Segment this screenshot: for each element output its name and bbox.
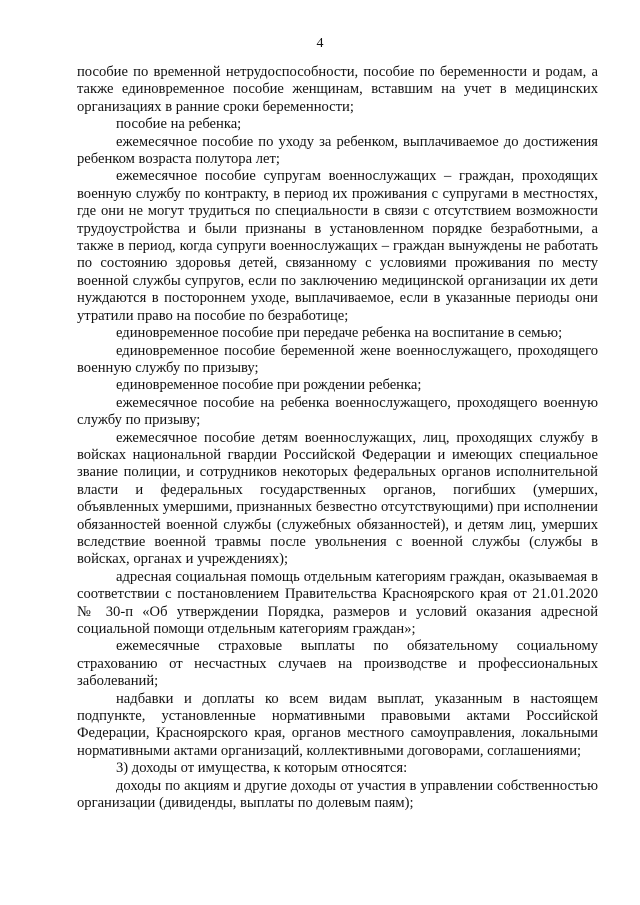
paragraph: пособие на ребенка;	[116, 116, 242, 133]
paragraph: адресная социальная помощь отдельным категориям граждан, оказываемая в соответствии с постановлением Правительства Красноярского края от 21.01.2020 № 30-п «Об утверждении Порядка, размеров и условий оказания адресной социальной помощи отдельным категориям граждан»;	[77, 568, 598, 637]
paragraph: единовременное пособие при рождении ребенка;	[116, 377, 422, 394]
paragraph: пособие по временной нетрудоспособности, пособие по беременности и родам, а также единовременное пособие женщинам, вставшим на учет в медицинских организациях в ранние сроки беременности;	[77, 64, 598, 115]
page-number: 4	[316, 36, 324, 51]
paragraph: единовременное пособие при передаче ребенка на воспитание в семью;	[116, 325, 563, 342]
paragraph: ежемесячное пособие детям военнослужащих, лиц, проходящих службу в войсках национальной гвардии Российской Федерации и имеющих специальное звание полиции, и сотрудников некоторых федеральных органов исполнительной власти и федеральных государственных органов, погибших (умерших, объявленных умершими, признанных безвестно отсутствующими) при исполнении обязанностей военной службы (служебных обязанностей), и детям лиц, умерших вследствие военной травмы после увольнения с военной службы (службы в войсках, органах и учреждениях);	[77, 429, 598, 568]
document-body	[77, 64, 598, 812]
paragraph: ежемесячные страховые выплаты по обязательному социальному страхованию от несчастных случаев на производстве и профессиональных заболеваний;	[77, 638, 598, 690]
paragraph: надбавки и доплаты ко всем видам выплат, указанным в настоящем подпункте, установленные нормативными правовыми актами Российской Федерации, Красноярского края, органов местного самоуправления, локальными нормативными актами организаций, коллективными договорами, соглашениями;	[77, 690, 598, 759]
paragraph: доходы по акциям и другие доходы от участия в управлении собственностью организации (дивиденды, выплаты по долевым паям);	[77, 777, 598, 812]
paragraph: ежемесячное пособие супругам военнослужащих – граждан, проходящих военную службу по контракту, в период их проживания с супругами в местностях, где они не могут трудиться по специальности в связи с отсутствием возможности трудоустройства и были признаны в установленном порядке безработными, а также в период, когда супруги военнослужащих – граждан вынуждены не работать по состоянию здоровья детей, связанному с условиями проживания по месту военной службы супругов, если по заключению медицинской организации их дети нуждаются в постороннем уходе, выплачиваемое, если в указанные периоды они утратили право на пособие по безработице;	[77, 168, 598, 324]
paragraph: ежемесячное пособие на ребенка военнослужащего, проходящего военную службу по призыву;	[77, 394, 598, 429]
paragraph: единовременное пособие беременной жене военнослужащего, проходящего военную службу по призыву;	[77, 342, 598, 376]
paragraph: ежемесячное пособие по уходу за ребенком, выплачиваемое до достижения ребенком возраста полутора лет;	[77, 133, 598, 168]
paragraph: 3) доходы от имущества, к которым относятся:	[116, 760, 408, 777]
